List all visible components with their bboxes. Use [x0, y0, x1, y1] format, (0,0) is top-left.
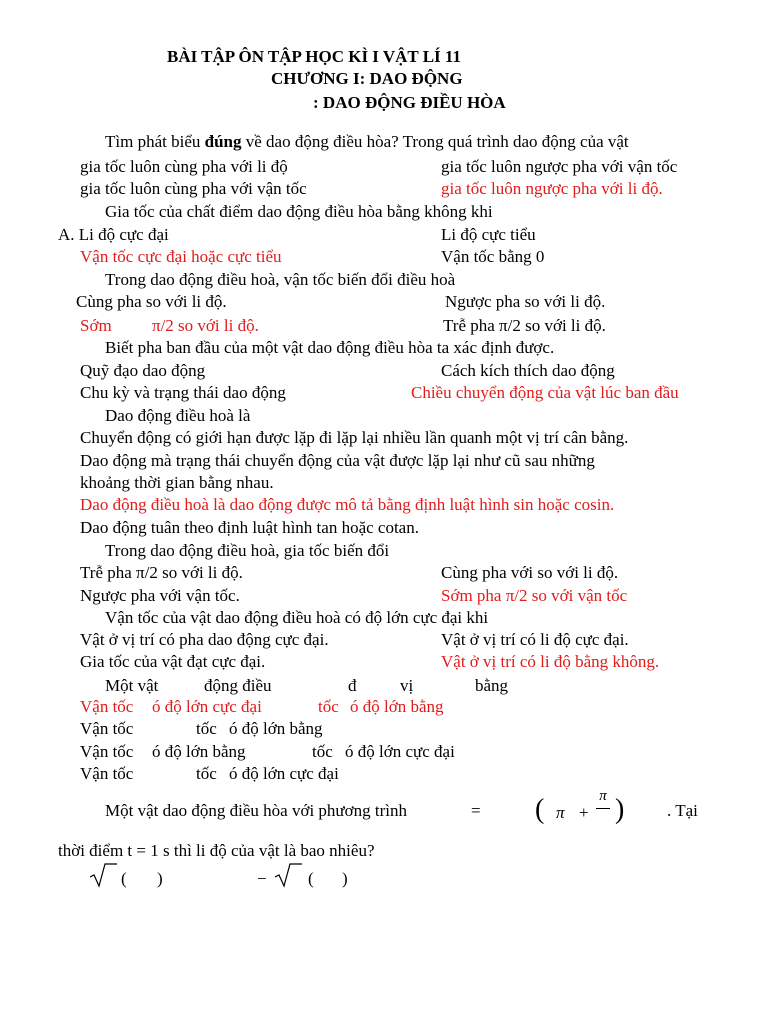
title-line-3: : DAO ĐỘNG ĐIỀU HÒA	[313, 93, 506, 112]
answer-2-left-paren: (	[308, 869, 314, 888]
q8-option-4a: Vận tốc	[80, 764, 134, 783]
q3-option-1: Cùng pha so với li độ.	[76, 292, 227, 311]
q8-option-1b-answer: ó độ lớn cực đại	[152, 697, 262, 716]
q9-line-2: thời điểm t = 1 s thì li độ của vật là bao nhiêu?	[58, 841, 375, 860]
q8-option-1a-answer: Vận tốc	[80, 697, 134, 716]
q8-option-2a: Vận tốc	[80, 719, 134, 738]
q5-option-2a: Dao động mà trạng thái chuyển động của vật được lặp lại như cũ sau những	[80, 451, 595, 470]
answer-1-right-paren: )	[157, 869, 163, 888]
q8-option-3c: tốc	[312, 742, 333, 761]
q7-option-1: Vật ở vị trí có pha dao động cực đại.	[80, 630, 329, 649]
q8-option-3a: Vận tốc	[80, 742, 134, 761]
q6-option-1: Trễ pha π/2 so với li độ.	[80, 563, 243, 582]
title-line-2: CHƯƠNG I: DAO ĐỘNG	[271, 69, 463, 88]
q6-option-2: Cùng pha với so với li độ.	[441, 563, 619, 582]
q5-stem: Dao động điều hoà là	[105, 406, 251, 425]
q8-option-4b: tốc	[196, 764, 217, 783]
q3-option-3b-answer: π/2 so với li độ.	[152, 316, 259, 335]
equation-fraction-bar	[596, 808, 610, 809]
q6-option-4-answer: Sớm pha π/2 so với vận tốc	[441, 586, 628, 605]
q5-option-3-answer: Dao động điều hoà là dao động được mô tả bằng định luật hình sin hoặc cosin.	[80, 495, 615, 514]
q3-stem: Trong dao động điều hoà, vận tốc biến đổi điều hoà	[105, 270, 456, 289]
q3-option-4: Trễ pha π/2 so với li độ.	[443, 316, 606, 335]
q4-stem: Biết pha ban đầu của một vật dao động điều hòa ta xác định được.	[105, 338, 555, 357]
q8-stem-part-4: vị	[400, 676, 414, 695]
q1-option-4-answer: gia tốc luôn ngược pha với li độ.	[441, 179, 663, 198]
q2-option-2: Li độ cực tiểu	[441, 225, 536, 244]
q1-stem: Tìm phát biểu đúng về dao động điều hòa? Trong quá trình dao động của vật	[105, 132, 629, 151]
q8-option-2b: tốc	[196, 719, 217, 738]
equation-fraction-numerator: π	[599, 788, 607, 804]
q4-option-1: Quỹ đạo dao động	[80, 361, 206, 380]
q8-stem-part-3: đ	[348, 676, 357, 695]
q5-option-2b: khoảng thời gian bằng nhau.	[80, 473, 274, 492]
q7-option-3: Gia tốc của vật đạt cực đại.	[80, 652, 266, 671]
answer-2-minus: −	[257, 869, 267, 888]
sqrt-icon-2	[273, 862, 303, 888]
q8-option-1d-answer: ó độ lớn bằng	[350, 697, 444, 716]
equation-pi: π	[556, 803, 565, 822]
q4-option-4-answer: Chiều chuyển động của vật lúc ban đầu	[411, 383, 679, 402]
q2-option-4: Vận tốc bằng 0	[441, 247, 545, 266]
sqrt-icon	[88, 862, 118, 888]
answer-2-right-paren: )	[342, 869, 348, 888]
q7-option-2: Vật ở vị trí có li độ cực đại.	[441, 630, 629, 649]
q4-option-2: Cách kích thích dao động	[441, 361, 615, 380]
q1-option-1: gia tốc luôn cùng pha với li độ	[80, 157, 288, 176]
q2-option-3-answer: Vận tốc cực đại hoặc cực tiểu	[80, 247, 282, 266]
equation-right-paren: )	[615, 794, 625, 825]
q8-stem-part-1: Một vật	[105, 676, 159, 695]
q2-stem: Gia tốc của chất điểm dao động điều hòa bằng không khi	[105, 202, 493, 221]
q8-stem-part-2: động điều	[204, 676, 272, 695]
q8-option-3b: ó độ lớn bằng	[152, 742, 246, 761]
q9-equals: =	[471, 801, 481, 820]
q8-option-3d: ó độ lớn cực đại	[345, 742, 455, 761]
q1-option-3: gia tốc luôn cùng pha với vận tốc	[80, 179, 307, 198]
q6-option-3: Ngược pha với vận tốc.	[80, 586, 240, 605]
q2-option-1: A. Li độ cực đại	[58, 225, 169, 244]
title-line-1: BÀI TẬP ÔN TẬP HỌC KÌ I VẬT LÍ 11	[167, 47, 461, 66]
q5-option-4: Dao động tuân theo định luật hình tan hoặc cotan.	[80, 518, 419, 537]
q4-option-3: Chu kỳ và trạng thái dao động	[80, 383, 286, 402]
equation-plus: +	[579, 803, 589, 822]
q1-option-2: gia tốc luôn ngược pha với vận tốc	[441, 157, 678, 176]
q8-option-4c: ó độ lớn cực đại	[229, 764, 339, 783]
q7-option-4-answer: Vật ở vị trí có li độ bằng không.	[441, 652, 660, 671]
q3-option-3a-answer: Sớm	[80, 316, 112, 335]
q8-option-2c: ó độ lớn bằng	[229, 719, 323, 738]
q9-stem: Một vật dao động điều hòa với phương trình	[105, 801, 407, 820]
q9-tail: . Tại	[667, 801, 698, 820]
equation-left-paren: (	[535, 794, 545, 825]
q8-option-1c-answer: tốc	[318, 697, 339, 716]
q3-option-2: Ngược pha so với li độ.	[445, 292, 606, 311]
q8-stem-part-5: bằng	[475, 676, 509, 695]
q7-stem: Vận tốc của vật dao động điều hoà có độ lớn cực đại khi	[105, 608, 489, 627]
answer-1-left-paren: (	[121, 869, 127, 888]
q5-option-1: Chuyển động có giới hạn được lặp đi lặp lại nhiều lần quanh một vị trí cân bằng.	[80, 428, 629, 447]
q6-stem: Trong dao động điều hoà, gia tốc biến đổi	[105, 541, 390, 560]
